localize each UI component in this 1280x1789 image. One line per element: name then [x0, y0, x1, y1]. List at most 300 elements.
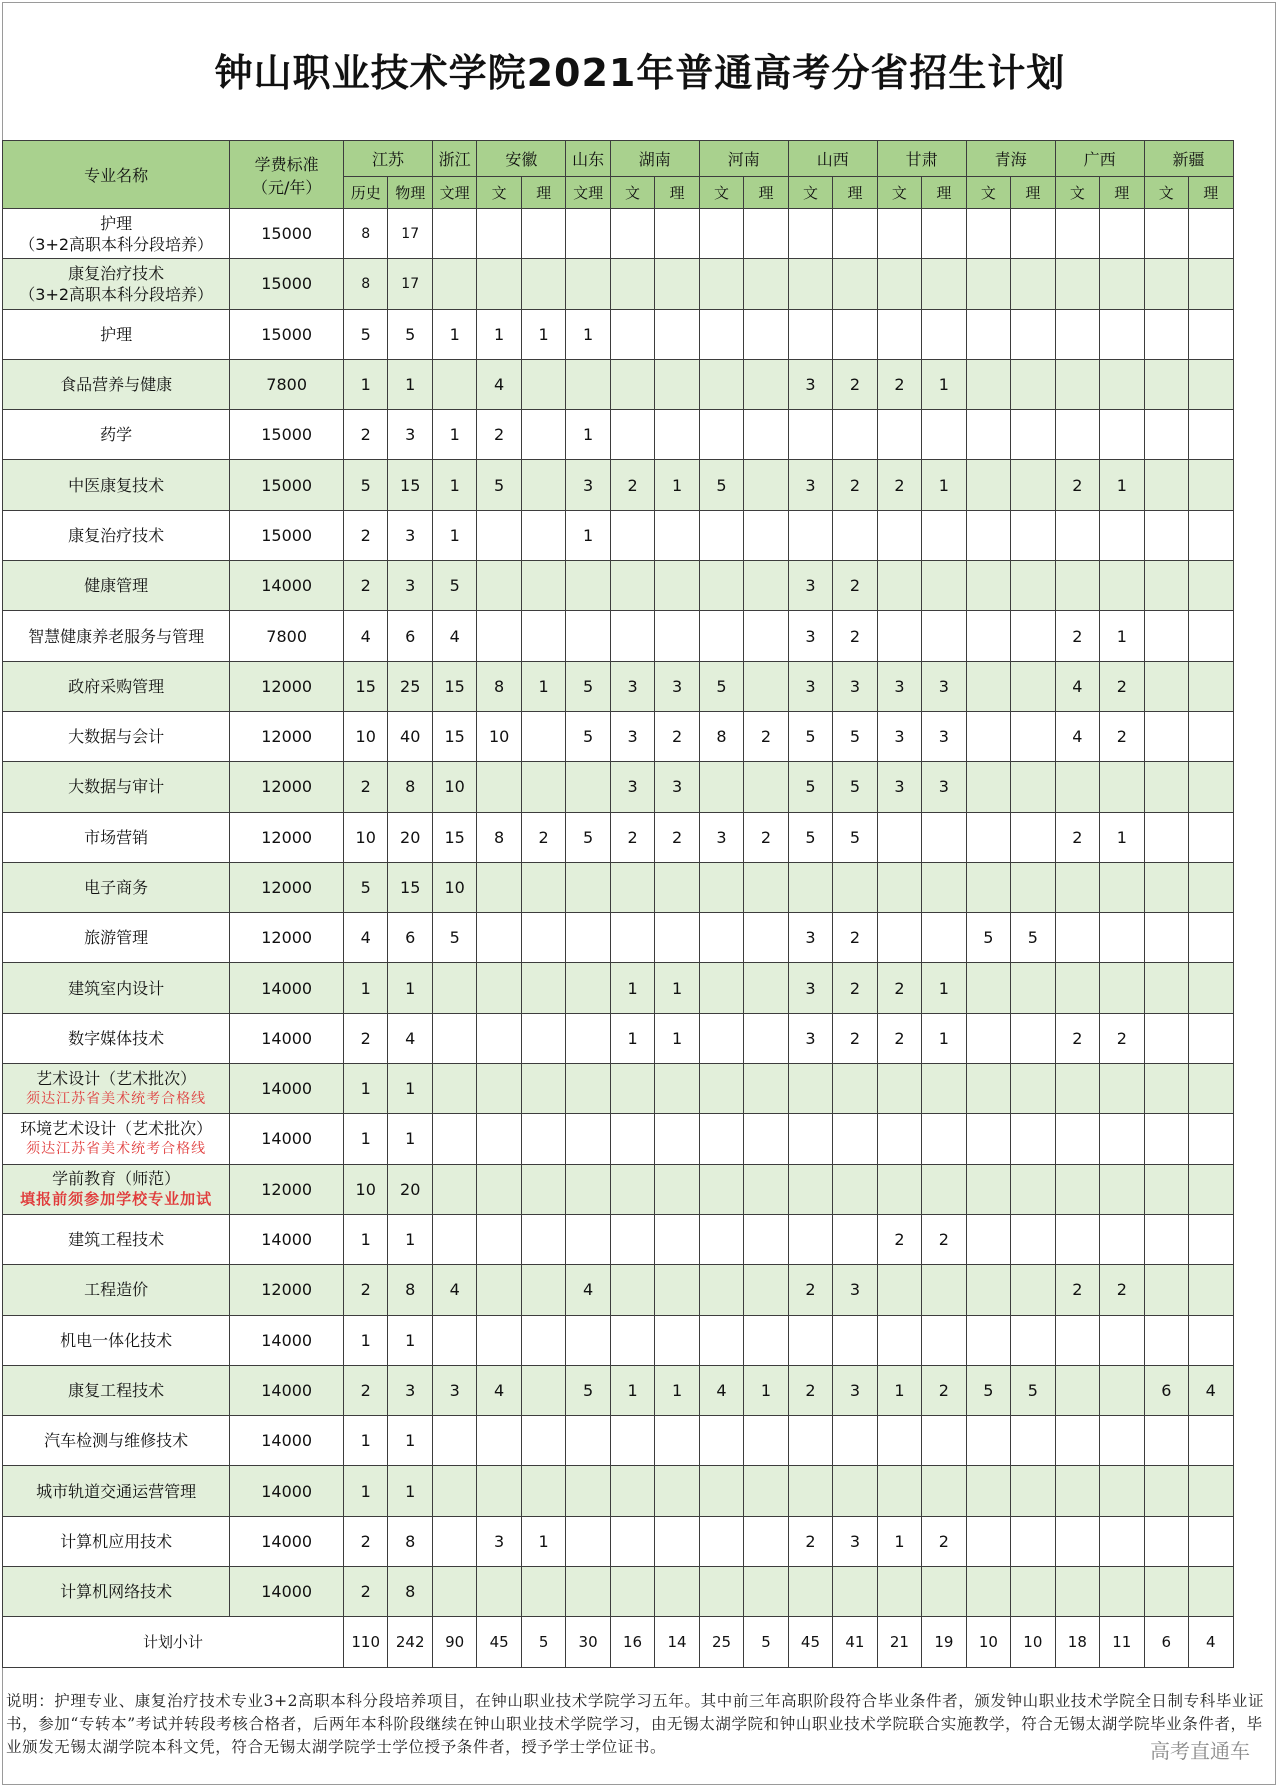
- quota-cell: [521, 1466, 565, 1516]
- quota-cell: 1: [922, 359, 966, 409]
- quota-cell: [744, 460, 788, 510]
- quota-cell: [610, 1164, 654, 1214]
- quota-cell: [566, 1567, 610, 1617]
- quota-cell: [1189, 913, 1233, 963]
- quota-cell: 1: [343, 1466, 387, 1516]
- quota-cell: 20: [388, 1164, 432, 1214]
- quota-cell: [699, 1265, 743, 1315]
- quota-cell: [1055, 762, 1099, 812]
- quota-cell: 5: [788, 711, 832, 761]
- header-subject: 文: [1144, 177, 1188, 209]
- quota-cell: [1011, 1265, 1055, 1315]
- major-name: 城市轨道交通运营管理: [36, 1481, 197, 1501]
- quota-cell: 3: [877, 711, 921, 761]
- major-name: 机电一体化技术: [60, 1330, 173, 1350]
- total-cell: 30: [566, 1617, 610, 1667]
- quota-cell: [833, 1315, 877, 1365]
- quota-cell: 1: [566, 410, 610, 460]
- quota-cell: 2: [343, 1265, 387, 1315]
- quota-cell: [432, 359, 476, 409]
- quota-cell: [1011, 410, 1055, 460]
- quota-cell: [922, 1064, 966, 1114]
- quota-cell: [877, 1315, 921, 1365]
- quota-cell: [521, 561, 565, 611]
- quota-cell: [966, 661, 1010, 711]
- quota-cell: [788, 1114, 832, 1164]
- quota-cell: [610, 309, 654, 359]
- major-name-cell: [3, 1265, 230, 1315]
- quota-cell: [521, 1265, 565, 1315]
- quota-cell: [521, 510, 565, 560]
- quota-cell: [966, 862, 1010, 912]
- quota-cell: 2: [1055, 1013, 1099, 1063]
- quota-cell: 8: [699, 711, 743, 761]
- quota-cell: 3: [922, 661, 966, 711]
- header-province: 甘肃: [877, 141, 966, 177]
- quota-cell: 3: [833, 661, 877, 711]
- quota-cell: 3: [610, 711, 654, 761]
- quota-cell: 4: [388, 1013, 432, 1063]
- quota-cell: 3: [655, 661, 699, 711]
- quota-cell: [744, 1416, 788, 1466]
- quota-cell: 2: [1100, 1013, 1144, 1063]
- quota-cell: [1011, 309, 1055, 359]
- quota-cell: 2: [1055, 460, 1099, 510]
- major-name-cell: [3, 1214, 230, 1264]
- quota-cell: 3: [922, 762, 966, 812]
- total-cell: 10: [966, 1617, 1010, 1667]
- quota-cell: [744, 913, 788, 963]
- major-requirement-note: 须达江苏省美术统考合格线: [26, 1140, 207, 1157]
- quota-cell: [566, 913, 610, 963]
- quota-cell: [566, 1315, 610, 1365]
- header-province: 新疆: [1144, 141, 1233, 177]
- quota-cell: [788, 1315, 832, 1365]
- quota-cell: [966, 711, 1010, 761]
- quota-cell: [1144, 1416, 1188, 1466]
- major-name-cell: [3, 209, 230, 259]
- quota-cell: [1011, 460, 1055, 510]
- quota-cell: [966, 1114, 1010, 1164]
- quota-cell: [1011, 862, 1055, 912]
- major-name: 中医康复技术: [68, 475, 165, 495]
- major-name-cell: [3, 762, 230, 812]
- quota-cell: [477, 1265, 521, 1315]
- quota-cell: [744, 1164, 788, 1214]
- quota-cell: [1011, 1516, 1055, 1566]
- header-major-name: 专业名称: [3, 141, 230, 209]
- quota-cell: [655, 1516, 699, 1566]
- quota-cell: [1055, 209, 1099, 259]
- quota-cell: [1055, 963, 1099, 1013]
- table-row: [3, 460, 1278, 510]
- quota-cell: [922, 259, 966, 309]
- quota-cell: [477, 1315, 521, 1365]
- quota-cell: [477, 1466, 521, 1516]
- quota-cell: 1: [610, 1013, 654, 1063]
- quota-cell: [966, 1013, 1010, 1063]
- quota-cell: 1: [744, 1365, 788, 1415]
- total-cell: 110: [343, 1617, 387, 1667]
- quota-cell: 5: [566, 661, 610, 711]
- quota-cell: [477, 561, 521, 611]
- quota-cell: 1: [388, 359, 432, 409]
- major-name-cell: [3, 561, 230, 611]
- quota-cell: 6: [388, 611, 432, 661]
- major-program-note: （3+2高职本科分段培养）: [19, 284, 214, 304]
- header-subject: 理: [655, 177, 699, 209]
- quota-cell: 3: [388, 410, 432, 460]
- quota-cell: [699, 359, 743, 409]
- tuition-cell: 12000: [230, 762, 344, 812]
- quota-cell: 3: [388, 561, 432, 611]
- table-row: [3, 1013, 1278, 1063]
- quota-cell: [1100, 359, 1144, 409]
- quota-cell: [1189, 510, 1233, 560]
- quota-cell: [922, 1265, 966, 1315]
- table-row: [3, 762, 1278, 812]
- quota-cell: 1: [521, 1516, 565, 1566]
- quota-cell: [966, 1416, 1010, 1466]
- quota-cell: 2: [343, 1516, 387, 1566]
- quota-cell: [966, 812, 1010, 862]
- quota-cell: [833, 1164, 877, 1214]
- quota-cell: [1189, 561, 1233, 611]
- tuition-cell: 14000: [230, 1416, 344, 1466]
- quota-cell: [1055, 309, 1099, 359]
- header-subject: 文: [788, 177, 832, 209]
- quota-cell: [1055, 1365, 1099, 1415]
- quota-cell: 15: [432, 661, 476, 711]
- quota-cell: [1189, 1265, 1233, 1315]
- quota-cell: 15: [343, 661, 387, 711]
- total-label: 计划小计: [3, 1617, 344, 1667]
- quota-cell: [1055, 259, 1099, 309]
- quota-cell: [1100, 913, 1144, 963]
- quota-cell: [477, 611, 521, 661]
- quota-cell: [744, 259, 788, 309]
- major-name-cell: [3, 1315, 230, 1365]
- quota-cell: 10: [432, 862, 476, 912]
- table-row: [3, 259, 1278, 309]
- quota-cell: [1100, 259, 1144, 309]
- total-cell: 4: [1189, 1617, 1233, 1667]
- header-province: 河南: [699, 141, 788, 177]
- quota-cell: [966, 359, 1010, 409]
- tuition-cell: 12000: [230, 913, 344, 963]
- quota-cell: [744, 359, 788, 409]
- header-tuition-label: 学费标准: [254, 154, 319, 174]
- quota-cell: 3: [788, 1013, 832, 1063]
- quota-cell: [877, 410, 921, 460]
- quota-cell: [1189, 259, 1233, 309]
- quota-cell: [1144, 561, 1188, 611]
- quota-cell: 4: [432, 611, 476, 661]
- quota-cell: [610, 1567, 654, 1617]
- quota-cell: [788, 410, 832, 460]
- quota-cell: 2: [1100, 661, 1144, 711]
- quota-cell: 2: [610, 460, 654, 510]
- quota-cell: [432, 963, 476, 1013]
- header-subject: 文理: [566, 177, 610, 209]
- quota-cell: [566, 1164, 610, 1214]
- quota-cell: [744, 1013, 788, 1063]
- quota-cell: [1011, 1013, 1055, 1063]
- quota-cell: [610, 1265, 654, 1315]
- quota-cell: [432, 1214, 476, 1264]
- quota-cell: [1189, 1164, 1233, 1214]
- quota-cell: 5: [566, 1365, 610, 1415]
- major-program-note: （3+2高职本科分段培养）: [19, 234, 214, 254]
- quota-cell: [1011, 762, 1055, 812]
- quota-cell: 2: [744, 812, 788, 862]
- quota-cell: [1100, 1164, 1144, 1214]
- quota-cell: 4: [477, 1365, 521, 1415]
- quota-cell: [1011, 561, 1055, 611]
- quota-cell: 2: [343, 410, 387, 460]
- major-name: 智慧健康养老服务与管理: [28, 626, 205, 646]
- quota-cell: [521, 711, 565, 761]
- major-name: 计算机应用技术: [60, 1531, 173, 1551]
- quota-cell: [655, 862, 699, 912]
- quota-cell: [966, 460, 1010, 510]
- table-row: [3, 862, 1278, 912]
- quota-cell: 2: [833, 963, 877, 1013]
- quota-cell: [922, 913, 966, 963]
- quota-cell: [521, 359, 565, 409]
- quota-cell: 2: [788, 1365, 832, 1415]
- header-tuition: [230, 141, 344, 209]
- quota-cell: 2: [1055, 611, 1099, 661]
- quota-cell: [922, 561, 966, 611]
- quota-cell: [788, 1064, 832, 1114]
- quota-cell: 3: [877, 762, 921, 812]
- quota-cell: [655, 561, 699, 611]
- quota-cell: 1: [432, 460, 476, 510]
- quota-cell: 2: [655, 812, 699, 862]
- quota-cell: [1144, 209, 1188, 259]
- quota-cell: [1189, 1214, 1233, 1264]
- quota-cell: [610, 1416, 654, 1466]
- quota-cell: [877, 1466, 921, 1516]
- major-name-cell: [3, 309, 230, 359]
- quota-cell: 5: [343, 862, 387, 912]
- quota-cell: [1144, 1013, 1188, 1063]
- quota-cell: [610, 1466, 654, 1516]
- quota-cell: [521, 1315, 565, 1365]
- quota-cell: [1100, 963, 1144, 1013]
- quota-cell: [655, 1214, 699, 1264]
- quota-cell: 2: [744, 711, 788, 761]
- quota-cell: 17: [388, 259, 432, 309]
- quota-cell: 1: [432, 410, 476, 460]
- quota-cell: 2: [877, 460, 921, 510]
- tuition-cell: 12000: [230, 661, 344, 711]
- quota-cell: [432, 1567, 476, 1617]
- quota-cell: 5: [343, 460, 387, 510]
- quota-cell: 1: [922, 1013, 966, 1063]
- quota-cell: [655, 1315, 699, 1365]
- total-cell: 6: [1144, 1617, 1188, 1667]
- quota-cell: [1144, 259, 1188, 309]
- quota-cell: 5: [477, 460, 521, 510]
- major-name: 政府采购管理: [68, 676, 165, 696]
- quota-cell: 2: [343, 510, 387, 560]
- quota-cell: 4: [343, 611, 387, 661]
- quota-cell: [1011, 711, 1055, 761]
- quota-cell: [1189, 1516, 1233, 1566]
- quota-cell: 5: [966, 913, 1010, 963]
- quota-cell: [1055, 1416, 1099, 1466]
- header-subject: 文理: [432, 177, 476, 209]
- major-name-cell: [3, 359, 230, 409]
- quota-cell: [432, 1114, 476, 1164]
- quota-cell: [655, 1416, 699, 1466]
- quota-cell: 1: [388, 1466, 432, 1516]
- quota-cell: [833, 259, 877, 309]
- quota-cell: [1055, 359, 1099, 409]
- quota-cell: [432, 1416, 476, 1466]
- quota-cell: 3: [788, 661, 832, 711]
- quota-cell: [566, 1466, 610, 1516]
- total-cell: 90: [432, 1617, 476, 1667]
- header-subject: 文: [699, 177, 743, 209]
- quota-cell: [1144, 1214, 1188, 1264]
- quota-cell: [833, 1567, 877, 1617]
- quota-cell: 6: [388, 913, 432, 963]
- quota-cell: [566, 1064, 610, 1114]
- quota-cell: [699, 1013, 743, 1063]
- table-row: [3, 561, 1278, 611]
- quota-cell: [877, 1416, 921, 1466]
- quota-cell: [1055, 862, 1099, 912]
- table-row: [3, 510, 1278, 560]
- total-cell: 11: [1100, 1617, 1144, 1667]
- quota-cell: 2: [788, 1516, 832, 1566]
- quota-cell: [521, 1567, 565, 1617]
- tuition-cell: 15000: [230, 309, 344, 359]
- quota-cell: [744, 611, 788, 661]
- quota-cell: 1: [477, 309, 521, 359]
- quota-cell: 2: [343, 1365, 387, 1415]
- quota-cell: [788, 1466, 832, 1516]
- quota-cell: [477, 762, 521, 812]
- quota-cell: 5: [432, 561, 476, 611]
- quota-cell: [477, 1164, 521, 1214]
- major-name-cell: [3, 862, 230, 912]
- major-name: 建筑工程技术: [68, 1230, 165, 1250]
- quota-cell: 1: [388, 1315, 432, 1365]
- major-name-cell: [3, 259, 230, 309]
- quota-cell: 2: [343, 762, 387, 812]
- quota-cell: 25: [388, 661, 432, 711]
- table-row: [3, 1315, 1278, 1365]
- major-name: 大数据与审计: [68, 777, 165, 797]
- quota-cell: 15: [388, 460, 432, 510]
- quota-cell: [833, 209, 877, 259]
- major-name: 环境艺术设计（艺术批次）: [20, 1118, 213, 1138]
- quota-cell: 5: [833, 711, 877, 761]
- tuition-cell: 14000: [230, 1466, 344, 1516]
- header-subject: 物理: [388, 177, 432, 209]
- total-cell: 14: [655, 1617, 699, 1667]
- quota-cell: [744, 561, 788, 611]
- quota-cell: [744, 1315, 788, 1365]
- quota-cell: 1: [655, 963, 699, 1013]
- quota-cell: [521, 259, 565, 309]
- quota-cell: 1: [922, 963, 966, 1013]
- quota-cell: [966, 1516, 1010, 1566]
- quota-cell: [699, 1315, 743, 1365]
- quota-cell: [1144, 812, 1188, 862]
- table-row: [3, 309, 1278, 359]
- quota-cell: [1189, 309, 1233, 359]
- quota-cell: 2: [521, 812, 565, 862]
- quota-cell: 1: [610, 1365, 654, 1415]
- quota-cell: [788, 862, 832, 912]
- quota-cell: [521, 1013, 565, 1063]
- tuition-cell: 15000: [230, 410, 344, 460]
- quota-cell: [610, 1315, 654, 1365]
- major-name: 护理: [100, 213, 133, 233]
- quota-cell: [699, 410, 743, 460]
- quota-cell: [477, 1416, 521, 1466]
- quota-cell: [521, 862, 565, 912]
- quota-cell: 2: [833, 359, 877, 409]
- quota-cell: [744, 209, 788, 259]
- major-name-cell: [3, 1164, 230, 1214]
- quota-cell: [1189, 862, 1233, 912]
- quota-cell: 4: [699, 1365, 743, 1415]
- quota-cell: [566, 862, 610, 912]
- major-name: 旅游管理: [84, 928, 149, 948]
- quota-cell: [966, 1466, 1010, 1516]
- header-subject: 文: [477, 177, 521, 209]
- quota-cell: [1055, 410, 1099, 460]
- major-name: 食品营养与健康: [60, 375, 173, 395]
- quota-cell: [833, 1064, 877, 1114]
- total-cell: 5: [521, 1617, 565, 1667]
- quota-cell: [521, 1164, 565, 1214]
- quota-cell: [1011, 812, 1055, 862]
- quota-cell: [922, 510, 966, 560]
- quota-cell: [966, 611, 1010, 661]
- quota-cell: 4: [1055, 661, 1099, 711]
- quota-cell: [1011, 1315, 1055, 1365]
- total-cell: 242: [388, 1617, 432, 1667]
- header-province: 山西: [788, 141, 877, 177]
- quota-cell: 1: [343, 1315, 387, 1365]
- quota-cell: 1: [655, 1013, 699, 1063]
- quota-cell: [1055, 510, 1099, 560]
- quota-cell: [610, 913, 654, 963]
- quota-cell: [521, 1064, 565, 1114]
- quota-cell: [477, 1064, 521, 1114]
- tuition-cell: 14000: [230, 1064, 344, 1114]
- quota-cell: 5: [699, 460, 743, 510]
- quota-cell: [1055, 1516, 1099, 1566]
- tuition-cell: 14000: [230, 1214, 344, 1264]
- quota-cell: 8: [477, 812, 521, 862]
- quota-cell: [877, 561, 921, 611]
- major-name-cell: [3, 1064, 230, 1114]
- quota-cell: [699, 1567, 743, 1617]
- quota-cell: [966, 1567, 1010, 1617]
- quota-cell: [1144, 963, 1188, 1013]
- quota-cell: [1100, 1516, 1144, 1566]
- major-name: 工程造价: [84, 1280, 149, 1300]
- quota-cell: [922, 1567, 966, 1617]
